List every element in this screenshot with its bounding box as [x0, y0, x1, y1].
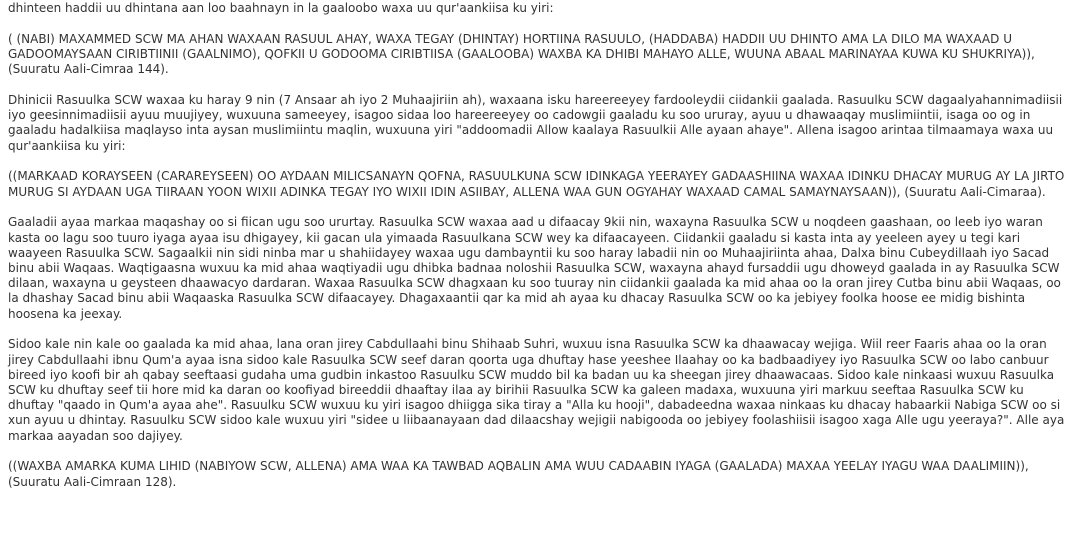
paragraph: Sidoo kale nin kale oo gaalada ka mid ahaa, lana oran jirey Cabdullaahi binu Shihaab Suhri, wuxuu isna Rasuulka SCW ka dhaawacay wejiga. Wiil reer Faaris ahaa oo la oran jirey Cabdullaahi ibnu Qum'a ayaa isna sidoo kale Rasuulka SCW seef daran qoorta uga dhuftay hase yeeshee Ilaahay oo ka badbaadiyey iyo Rasuulka SCW oo labo canbuur bireed iyo koofi bir ah qabay seeftaasi gudaha uma gudbin inkastoo Rasuulku SCW muddo bil ka badan uu ka sheegan jirey dhaawacaas. Sidoo kale ninkaasi wuxuu Rasuulka SCW ku dhuftay seef tii hore mid ka daran oo koofiyad bireeddii dhaaftay ilaa ay birihii Rasuulka SCW ka galeen madaxa, wuxuuna yiri markuu seeftaa Rasuulka SCW ku dhuftay "qaado in Qum'a ayaa ahe". Rasuulku SCW wuxuu ku yiri isagoo dhiigga sika tiray a "Alla ku hooji", dabadeedna waxaa ninkaas ku dhacay habaarkii Nabiga SCW oo si xun ayuu u dhintay. Rasuulku SCW sidoo kale wuxuu yiri "sidee u liibaanayaan dad dilaacshay wejigii nabigooda oo jebiyey foolashiisii isagoo xaga Alle ugu yeeraya?". Alle aya markaa aayadan soo dajiyey. — [8, 337, 1065, 443]
paragraph: Gaaladii ayaa markaa maqashay oo si fiican ugu soo ururtay. Rasuulka SCW waxaa aad u difaacay 9kii nin, waxayna Rasuulka SCW u noqdeen gaashaan, oo leeb iyo waran kasta oo lagu soo tuuro iyaga ayaa isu dhigayey, kii gacan ula yimaada Rasuulkana SCW wey ka difaacayeen. Ciidankii gaaladu si kasta inta ay yeeleen ayey u tegi kari waayeen Rasuulka SCW. Sagaalkii nin sidi ninba mar u shahiidayey waxaa ugu dambayntii ku soo haray labadii nin oo Muhaajiriinta ahaa, Dalxa binu Cubeydillaah iyo Sacad binu abii Waqaas. Waqtigaasna wuxuu ka mid ahaa waqtiyadii ugu dhibka badnaa noloshii Rasuulka SCW, waxayna ahayd fursaddii ugu dhoweyd gaalada in ay Rasuulka SCW dilaan, waxayna u geysteen dhaawacyo dardaran. Waxaa Rasuulka SCW dhagxaan ku soo tuuray nin ciidankii gaalada ka mid ahaa oo la oran jirey Cutba binu abii Waqaas, oo la dhashay Sacad binu abii Waqaaska Rasuulka SCW difaacayey. Dhagaxaantii qar ka mid ah ayaa ku dhacay Rasuulka SCW oo ka jebiyey foolka hoose ee midig bishinta hoosena ka jeexay. — [8, 215, 1061, 321]
quran-quote: ((WAXBA AMARKA KUMA LIHID (NABIYOW SCW, ALLENA) AMA WAA KA TAWBAD AQBALIN AMA WUU CADAABIN IYAGA (GAALADA) MAXAA YEELAY IYAGU WAA DAALIMIIN)), (Suuratu Aali-Cimraan 128). — [8, 459, 1029, 489]
quran-quote: ( (NABI) MAXAMMED SCW MA AHAN WAXAAN RASUUL AHAY, WAXA TEGAY (DHINTAY) HORTIINA RASUULO, (HADDABA) HADDII UU DHINTO AMA LA DILO MA WAXAAD U GADOOMAYSAAN CIRIBTIINII (GAALNIMO), QOFKII U GODOOMA CIRIBTIISA (GAALOOBA) WAXBA KA DHIBI MAHAYO ALLE, WUUNA ABAAL MARINAYAA KUWA KU SHUKRIYA)), (Suuratu Aali-Cimraa 144). — [8, 31, 1035, 77]
paragraph-intro: dhinteen haddii uu dhintana aan loo baahnayn in la gaaloobo waxa uu qur'aankiisa ku yiri: — [8, 1, 554, 15]
paragraph: Dhinicii Rasuulka SCW waxaa ku haray 9 nin (7 Ansaar ah iyo 2 Muhaajiriin ah), waxaana isku hareereeyey fardooleydii ciidankii gaalada. Rasuulku SCW dagaalyahannimadiisii iyo geesinnimadiisii ayuu muujiyey, wuxuuna sameeyey, isagoo sidaa loo hareereeyey oo cadowgii gaaladu ku soo ururay, ayuu u dhawaaqay muslimiintii, isaga oo og in gaaladu hadalkiisa maqlayso inta aysan muslimiintu maqlin, wuxuuna yiri "addoomadii Allow kaalaya Rasuulkii Alle ayaan ahaye". Allena isagoo arintaa tilmaamaya waxa uu qur'aankiisa ku yiri: — [8, 93, 1063, 153]
quran-quote: ((MARKAAD KORAYSEEN (CARAREYSEEN) OO AYDAAN MILICSANAYN QOFNA, RASUULKUNA SCW IDINKAGA YEERAYEY GADAASHIINA WAXAA IDINKU DHACAY MURUG AY LA JIRTO MURUG SI AYDAAN UGA TIIRAAN YOON WIXII ADINKA TEGAY IYO WIXII IDIN ASIIBAY, ALLENA WAA GUN OGYAHAY WAXAAD CAMAL SAMAYNAYSAAN)), (Suuratu Aali-Cimaraa). — [8, 169, 1065, 199]
